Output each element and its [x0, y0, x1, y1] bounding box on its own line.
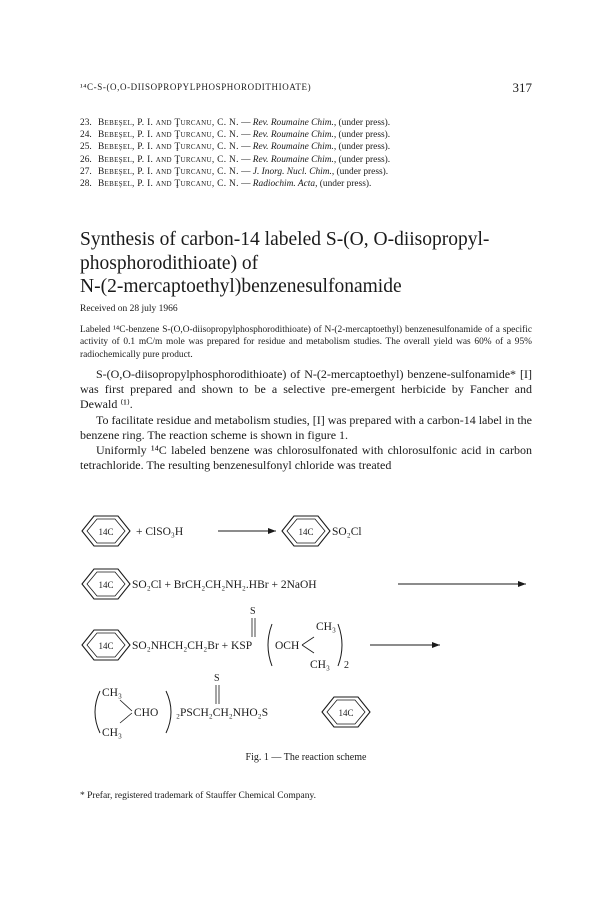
body-text: [80, 367, 532, 473]
running-header: [80, 82, 532, 98]
reference-list: [80, 117, 520, 190]
methyl-group: CH₃: [316, 621, 336, 633]
paragraph: S-(O,O-diisopropylphosphorodithioate) of N-(2-mercaptoethyl) benzene-sulfonamide* [I] was first prepared and shown to be a selective pre-emergent herbicide by Fancher and Dewald ⁽¹⁾.: [80, 367, 532, 412]
product-chain: ₂PSCH₂CH₂NHO₂S: [176, 707, 269, 719]
figure-caption: Fig. 1 — The reaction scheme: [245, 752, 367, 763]
sulfonyl-chloride: SO₂Cl: [332, 526, 362, 538]
cho-group: CHO: [134, 707, 159, 719]
reference-item: 25. Bebeşel, P. I. and Ţurcanu, C. N. — Rev. Roumaine Chim., (under press).: [80, 142, 391, 153]
svg-text:14C: 14C: [98, 641, 114, 651]
benzene-ring-14c: [322, 697, 370, 727]
svg-text:14C: 14C: [298, 527, 314, 537]
benzene-ring-14c: [282, 516, 330, 546]
article-title: Synthesis of carbon-14 labeled S-(O, O-diisopropyl- phosphorodithioate) of N-(2-mercaptoethyl)benzenesulfonamide: [80, 229, 490, 297]
running-title: ¹⁴C-S-(O,O-DIISOPROPYLPHOSPHORODITHIOATE): [80, 82, 312, 92]
benzene-ring-14c: [82, 569, 130, 599]
benzene-ring-14c: [82, 630, 130, 660]
methyl-group: CH₃: [102, 727, 122, 739]
reference-item: 24. Bebeşel, P. I. and Ţurcanu, C. N. — Rev. Roumaine Chim., (under press).: [80, 130, 391, 141]
isopropoxy-group: OCH: [275, 640, 300, 652]
benzene-ring-14c: [82, 516, 130, 546]
reaction-2-reagents: SO₂Cl + BrCH₂CH₂NH₂.HBr + 2NaOH: [132, 579, 317, 591]
svg-text:14C: 14C: [98, 527, 114, 537]
paragraph: Uniformly ¹⁴C labeled benzene was chlorosulfonated with chlorosulfonic acid in carbon tetrachloride. The resulting benzenesulfonyl chloride was treated: [80, 443, 532, 473]
paragraph: To facilitate residue and metabolism studies, [I] was prepared with a carbon-14 label in the benzene ring. The reaction scheme is shown in figure 1.: [80, 412, 533, 442]
reaction-3-reagents: SO₂NHCH₂CH₂Br + KSP: [132, 640, 253, 652]
sulfur-label: S: [214, 673, 220, 684]
footnote: * Prefar, registered trademark of Stauffer Chemical Company.: [80, 791, 316, 801]
page-number: 317: [512, 80, 532, 95]
svg-text:14C: 14C: [98, 580, 114, 590]
sulfur-label: S: [250, 606, 256, 617]
abstract: Labeled ¹⁴C-benzene S-(O,O-diisopropylphosphorodithioate) of N-(2-mercaptoethyl) benzenesulfonamide of a specific activity of 0.1 mC/m mole was prepared for residue and metabolism studies. The overall yield was 60% of a 95% radiochemically pure product.: [80, 325, 532, 360]
methyl-group: CH₃: [310, 659, 330, 671]
chlorosulfonic-acid: + ClSO₃H: [136, 526, 184, 538]
subscript-two: 2: [344, 660, 349, 671]
methyl-group: CH₃: [102, 687, 122, 699]
reference-item: 26. Bebeşel, P. I. and Ţurcanu, C. N. — Rev. Roumaine Chim., (under press).: [80, 154, 391, 165]
received-date: Received on 28 july 1966: [80, 304, 178, 314]
reference-item: 27. Bebeşel, P. I. and Ţurcanu, C. N. — J. Inorg. Nucl. Chim., (under press).: [80, 166, 389, 177]
svg-text:14C: 14C: [338, 708, 354, 718]
reference-item: 23. Bebeşel, P. I. and Ţurcanu, C. N. — Rev. Roumaine Chim., (under press).: [80, 118, 391, 128]
reference-item: 28. Bebeşel, P. I. and Ţurcanu, C. N. — Radiochim. Acta, (under press).: [80, 179, 372, 190]
reaction-scheme-figure: [80, 510, 532, 765]
